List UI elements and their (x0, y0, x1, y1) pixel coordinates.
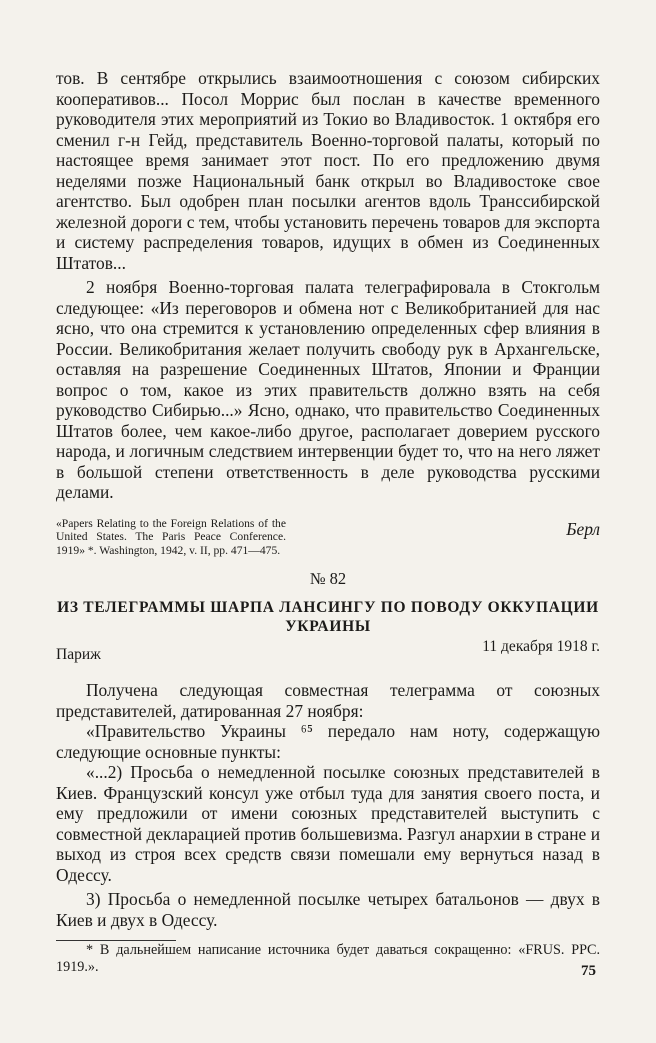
paragraph-intro: Получена следующая совместная телеграмма от союзных представителей, датированная 27 ноября: (56, 680, 600, 721)
document-date: 11 декабря 1918 г. (482, 638, 600, 655)
source-citation: «Papers Relating to the Foreign Relations of the United States. The Paris Peace Conference. 1919» *. Washington, 1942, v. II, pp. 471—475. (56, 516, 286, 557)
signature: Берл (566, 518, 600, 539)
document-place: Париж (56, 646, 101, 663)
page-number: 75 (581, 963, 596, 979)
page-content (56, 68, 600, 990)
paragraph-point-2: «...2) Просьба о немедленной посылке союзных представителей в Киев. Французский консул уже отбыл туда для занятия своего поста, и ему предложили от имени союзных представителей выступить с совместной декларацией против большевизма. Разгул анархии в стране и выход из строя всех средств связи помешали ему вернуться назад в Одессу. (56, 762, 600, 885)
paragraph-quote-start: «Правительство Украины ⁶⁵ передало нам ноту, содержащую следующие основные пункты: (56, 721, 600, 762)
source-block (56, 517, 600, 558)
document-number: № 82 (309, 569, 347, 588)
paragraph-point-3: 3) Просьба о немедленной посылке четырех батальонов — двух в Киев и двух в Одессу. (56, 889, 600, 930)
paragraph-telegram-stockholm: 2 ноября Военно-торговая палата телеграфировала в Стокгольм следующее: «Из переговоров и обмена нот с Великобританией для нас ясно, что она стремится к установлению определенных сфер влияния в России. Великобритания желает получить свободу рук в Архангельске, оставляя на разрешение Соединенных Штатов, Японии и Франции вопрос о том, какое из этих правительств должно взять на себя руководство Сибирью...» Ясно, однако, что правительство Соединенных Штатов более, чем какое-либо другое, располагает доверием русского народа, и логичным следствием интервенции будет то, что на него ляжет в большой степени ответственность в деле руководства русскими делами. (56, 277, 600, 502)
place-date-line (56, 638, 600, 664)
document-title: ИЗ ТЕЛЕГРАММЫ ШАРПА ЛАНСИНГУ ПО ПОВОДУ ОККУПАЦИИ УКРАИНЫ (57, 599, 599, 635)
paragraph-continuation: тов. В сентябре открылись взаимоотношения с союзом сибирских кооперативов... Посол Моррис был послан в качестве временного руководителя этих мероприятий из Токио во Владивосток. 1 октября его сменил г-н Гейд, представитель Военно-торговой палаты, который по настоящее время занимает этот пост. По его предложению двумя неделями позже Национальный банк открыл во Владивостоке свое агентство. Был одобрен план посылки агентов вдоль Транссибирской железной дороги с тем, чтобы установить перечень товаров для экспорта и систему распределения товаров, идущих в обмен из Соединенных Штатов... (56, 68, 600, 273)
document-body (56, 680, 600, 930)
footnote: * В дальнейшем написание источника будет даваться сокращенно: «FRUS. PPC. 1919.». (56, 942, 600, 975)
footnote-divider (56, 940, 176, 941)
